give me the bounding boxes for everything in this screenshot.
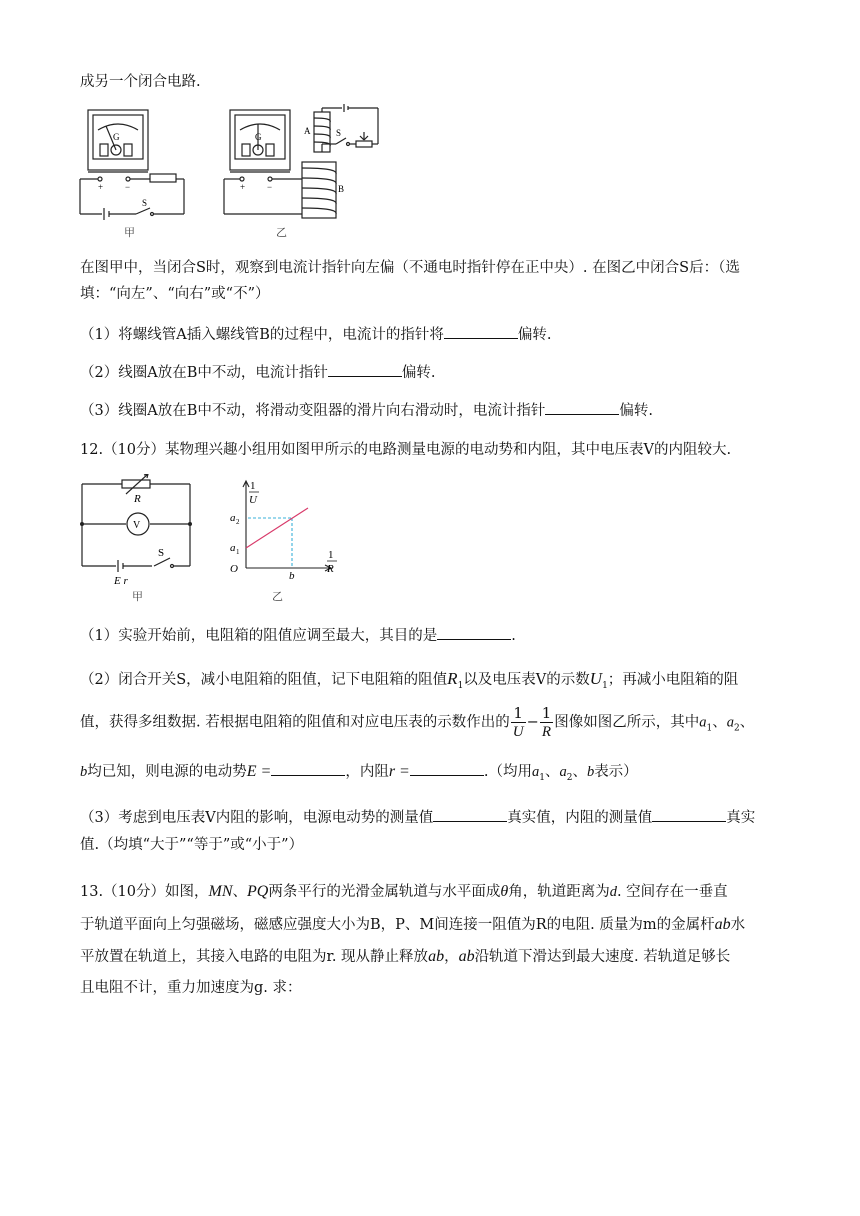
subscript: 2 xyxy=(566,772,573,783)
answer-blank-r[interactable] xyxy=(410,763,484,776)
rheostat xyxy=(356,141,372,147)
subscript: 1 xyxy=(602,680,608,691)
text: 真实值，内阻的测量值 xyxy=(507,810,653,826)
q13-line-3 xyxy=(80,945,730,966)
q11-description-2: 填：“向左”、“向右”或“不”） xyxy=(80,286,270,302)
answer-blank[interactable] xyxy=(328,364,402,377)
resistance-box xyxy=(122,480,150,488)
numerator: 1 xyxy=(511,704,526,723)
var-d: d xyxy=(609,884,617,900)
var-PQ: PQ xyxy=(247,883,269,900)
var-a: a xyxy=(699,714,707,731)
q12-part-2-line-3 xyxy=(80,760,638,783)
coil-a-label: A xyxy=(304,126,311,136)
answer-blank[interactable] xyxy=(652,809,726,822)
a2-label: a xyxy=(230,512,236,524)
figure-12-yi xyxy=(226,476,350,582)
var-U: U xyxy=(589,669,603,688)
var-a: a xyxy=(559,764,567,780)
var-b: b xyxy=(586,764,595,780)
switch-label: S xyxy=(142,198,148,208)
q11-part-3-text: （3）线圈A放在B中不动，将滑动变阻器的滑片向右滑动时，电流计指针 xyxy=(80,403,546,419)
text: 于轨道平面向上匀强磁场，磁感应强度大小为B，P、M间连接一阻值为R的电阻. 质量为m的金属杆 xyxy=(80,917,715,933)
figure-12-jia xyxy=(76,474,200,584)
intro-tail: 成另一个闭合电路. xyxy=(80,74,201,90)
text: 均已知，则电源的电动势 xyxy=(87,764,247,780)
denominator: U xyxy=(512,724,524,740)
text: （3）考虑到电压表V内阻的影响，电源电动势的测量值 xyxy=(80,810,434,826)
text: 以及电压表V的示数 xyxy=(463,672,590,688)
var-a: a xyxy=(726,714,734,731)
V-label: V xyxy=(133,520,141,531)
text: ；再减小电阻箱的阻 xyxy=(607,672,739,688)
sep: 、 xyxy=(544,764,560,780)
switch-s xyxy=(154,558,170,566)
S-label: S xyxy=(158,547,165,559)
numerator: 1 xyxy=(541,704,552,722)
figure-11-jia xyxy=(76,104,196,234)
coil-b-label: B xyxy=(338,184,345,194)
x-axis-denominator: R xyxy=(327,563,334,575)
q11-description-1: 在图甲中，当闭合S时，观察到电流计指针向左偏（不通电时指针停在正中央）. 在图乙中闭合S后：（选 xyxy=(80,260,740,276)
q13-line-2 xyxy=(80,913,745,934)
var-ab: ab xyxy=(428,948,445,965)
text: ， xyxy=(444,949,459,965)
q11-part-3-end: 偏转. xyxy=(619,403,653,419)
q12-part-2-line-1 xyxy=(80,668,738,691)
x-axis-numerator: 1 xyxy=(328,549,334,561)
galvanometer-label-2: G xyxy=(255,132,262,142)
a1-label: a xyxy=(230,542,236,554)
var-MN: MN xyxy=(208,883,233,900)
text: . 空间存在一垂直 xyxy=(616,884,728,900)
caption-yi-12: 乙 xyxy=(272,590,283,603)
galvanometer-label: G xyxy=(113,132,120,142)
minus-label-2: − xyxy=(267,182,273,192)
answer-blank[interactable] xyxy=(437,627,511,640)
fraction-1-over-R xyxy=(540,704,554,741)
origin-label: O xyxy=(230,563,238,575)
q12-part-1 xyxy=(80,624,516,645)
plus-label-2: + xyxy=(240,182,246,192)
text: 角，轨道距离为 xyxy=(508,884,610,900)
answer-blank[interactable] xyxy=(545,402,619,415)
b-label: b xyxy=(289,570,295,582)
text: 图像如图乙所示，其中 xyxy=(554,714,700,731)
q12-part-2-line-2 xyxy=(80,704,754,741)
answer-blank[interactable] xyxy=(444,326,518,339)
a1-subscript: 1 xyxy=(236,548,240,556)
switch-s xyxy=(136,208,150,214)
resistor xyxy=(150,174,176,182)
var-b: b xyxy=(80,764,88,780)
text: 表示） xyxy=(594,764,638,780)
var-R: R xyxy=(447,669,458,688)
q11-part-1-end: 偏转. xyxy=(517,327,552,343)
minus-sign: − xyxy=(526,714,539,731)
q11-part-2 xyxy=(80,361,435,382)
q13-line-1 xyxy=(80,880,728,901)
sep: 、 xyxy=(572,764,587,780)
text: 两条平行的光滑金属轨道与水平面成 xyxy=(268,884,501,900)
switch-label-2: S xyxy=(336,128,342,138)
text: 、 xyxy=(232,884,248,900)
text: 沿轨道下滑达到最大速度. 若轨道足够长 xyxy=(474,949,731,965)
q11-part-3 xyxy=(80,399,653,420)
answer-blank[interactable] xyxy=(433,809,507,822)
q12-part-3-line-1 xyxy=(80,806,755,827)
var-E: E = xyxy=(246,763,272,780)
var-ab: ab xyxy=(714,916,731,933)
text: 平放置在轨道上，其接入电路的电阻为r. 现从静止释放 xyxy=(80,949,429,965)
subscript: 1 xyxy=(457,680,464,691)
fraction-1-over-U xyxy=(511,704,526,741)
subscript: 1 xyxy=(539,772,545,783)
q12-title: 12.（10分）某物理兴趣小组用如图甲所示的电路测量电源的电动势和内阻，其中电压表V的内阻较大. xyxy=(80,442,732,458)
figure-11-yi xyxy=(218,104,390,224)
var-r: r = xyxy=(388,763,410,780)
minus-label: − xyxy=(125,182,131,192)
var-theta: θ xyxy=(500,883,509,900)
graph-line xyxy=(246,508,308,548)
answer-blank-E[interactable] xyxy=(271,763,345,776)
y-axis-numerator: 1 xyxy=(250,480,256,492)
q11-part-2-text: （2）线圈A放在B中不动，电流计指针 xyxy=(80,365,328,381)
sep: 、 xyxy=(712,714,727,731)
sep: 、 xyxy=(739,714,755,731)
q12-part-1-text: （1）实验开始前，电阻箱的阻值应调至最大，其目的是 xyxy=(80,628,438,644)
subscript: 2 xyxy=(734,723,740,734)
q11-part-1 xyxy=(80,323,551,344)
caption-jia-11: 甲 xyxy=(124,226,135,239)
var-a: a xyxy=(531,764,540,780)
text: 水 xyxy=(730,917,746,933)
denominator: R xyxy=(541,724,552,740)
caption-jia-12: 甲 xyxy=(132,590,143,603)
text: 真实 xyxy=(726,810,756,826)
text: 值，获得多组数据. 若根据电阻箱的阻值和对应电压表的示数作出的 xyxy=(80,714,510,731)
text: （2）闭合开关S，减小电阻箱的阻值，记下电阻箱的阻值 xyxy=(80,672,448,688)
q12-part-3-line-2: 值.（均填“大于”“等于”或“小于”） xyxy=(80,837,304,853)
caption-yi-11: 乙 xyxy=(276,226,287,239)
y-axis-denominator: U xyxy=(249,494,257,506)
text: 13.（10分）如图， xyxy=(80,884,209,900)
a2-subscript: 2 xyxy=(236,518,240,526)
text: ，内阻 xyxy=(345,764,389,780)
q11-part-2-end: 偏转. xyxy=(401,365,436,381)
var-ab: ab xyxy=(458,948,475,965)
plus-label: + xyxy=(98,182,104,192)
text: .（均用 xyxy=(483,764,532,780)
q12-part-1-end: . xyxy=(511,628,516,644)
subscript: 1 xyxy=(706,723,713,734)
Er-label: E r xyxy=(114,575,128,584)
q13-line-4: 且电阻不计，重力加速度为g. 求： xyxy=(80,980,302,996)
R-label: R xyxy=(134,493,141,505)
q11-part-1-text: （1）将螺线管A插入螺线管B的过程中，电流计的指针将 xyxy=(80,327,444,343)
